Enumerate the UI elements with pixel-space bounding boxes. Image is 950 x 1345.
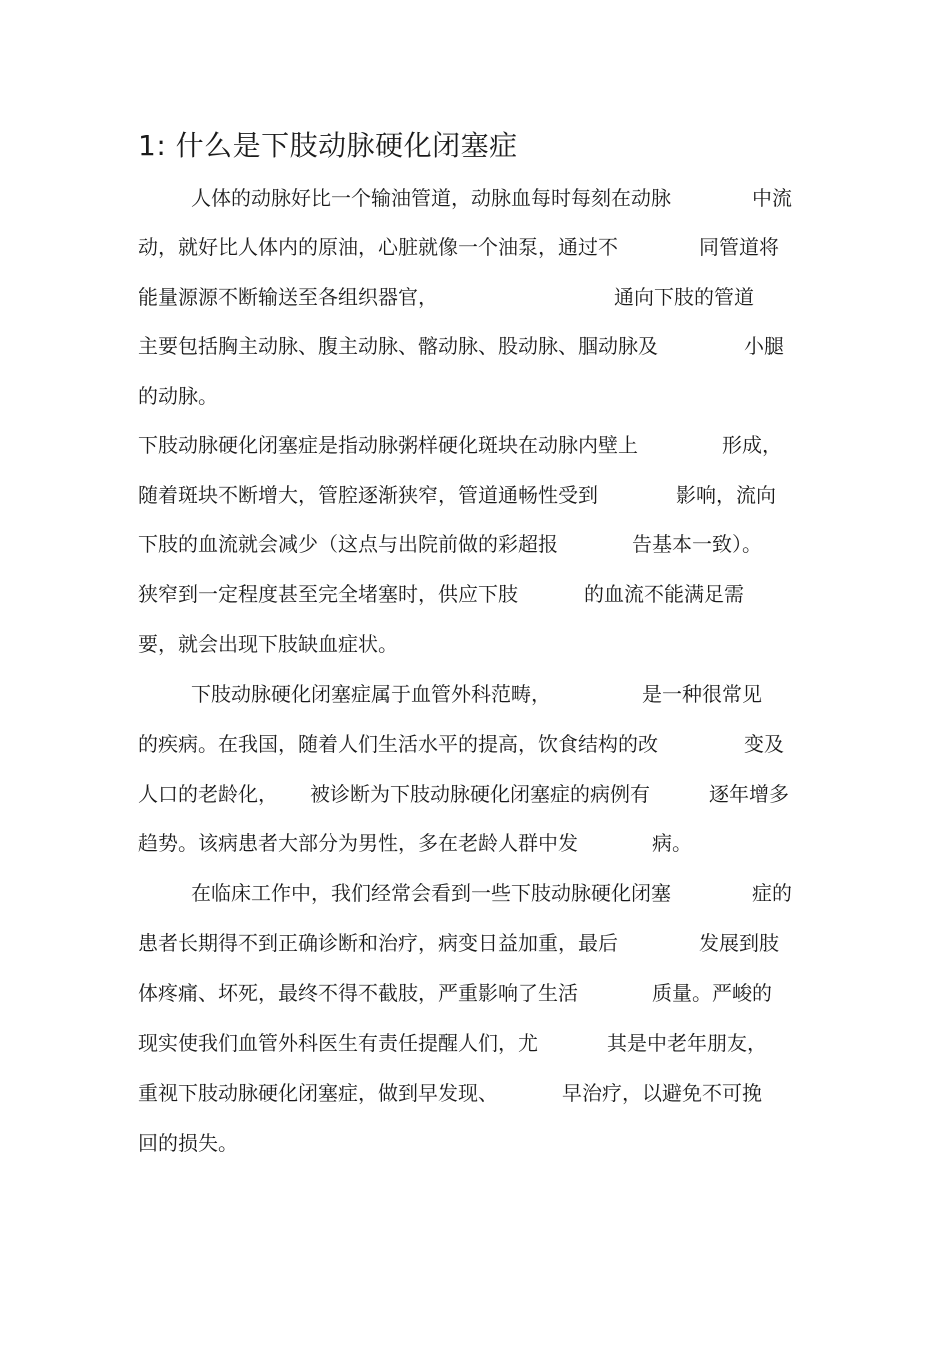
text-segment: 病。 [652,831,692,855]
text-segment: 患者长期得不到正确诊断和治疗，病变日益加重，最后 [138,931,618,955]
text-line [0,381,950,411]
text-line [0,183,950,213]
text-segment: 回的损失。 [138,1131,238,1155]
text-line [0,878,950,908]
text-segment: 的动脉。 [138,384,218,408]
text-segment: 体疼痛、坏死，最终不得不截肢，严重影响了生活 [138,981,578,1005]
text-segment: 其是中老年朋友， [607,1031,767,1055]
text-segment: 中流 [752,186,792,210]
text-line [0,232,950,262]
text-line [0,779,950,809]
text-line [0,1028,950,1058]
text-segment: 形成， [722,433,782,457]
text-segment: 狭窄到一定程度甚至完全堵塞时，供应下肢 [138,582,518,606]
section-title: 1: 什么是下肢动脉硬化闭塞症 [138,129,518,162]
text-segment: 变及 [744,732,784,756]
text-segment: 早治疗，以避免不可挽 [562,1081,762,1105]
text-line [0,331,950,361]
text-segment: 质量。严峻的 [652,981,772,1005]
text-segment: 在临床工作中，我们经常会看到一些下肢动脉硬化闭塞 [191,881,671,905]
text-line [0,579,950,609]
text-line [0,1128,950,1158]
text-line [0,529,950,559]
text-segment: 人体的动脉好比一个输油管道，动脉血每时每刻在动脉 [191,186,671,210]
text-segment: 现实使我们血管外科医生有责任提醒人们，尤 [138,1031,538,1055]
text-segment: 要，就会出现下肢缺血症状。 [138,632,398,656]
text-line [0,928,950,958]
text-line [0,978,950,1008]
text-segment: 的血流不能满足需 [584,582,744,606]
text-segment: 逐年增多 [709,782,789,806]
text-segment: 通向下肢的管道 [614,285,754,309]
text-segment: 主要包括胸主动脉、腹主动脉、髂动脉、股动脉、腘动脉及 [138,334,658,358]
text-segment: 下肢动脉硬化闭塞症是指动脉粥样硬化斑块在动脉内壁上 [138,433,638,457]
text-segment: 症的 [752,881,792,905]
text-segment: 下肢动脉硬化闭塞症属于血管外科范畴， [191,682,551,706]
text-segment: 动，就好比人体内的原油，心脏就像一个油泵，通过不 [138,235,618,259]
text-line [0,679,950,709]
text-segment: 下肢的血流就会减少（这点与出院前做的彩超报 [138,532,558,556]
text-segment: 重视下肢动脉硬化闭塞症，做到早发现、 [138,1081,498,1105]
text-segment: 小腿 [744,334,784,358]
text-line [0,480,950,510]
text-segment: 发展到肢 [699,931,779,955]
text-line [0,629,950,659]
text-segment: 的疾病。在我国，随着人们生活水平的提高，饮食结构的改 [138,732,658,756]
text-segment: 能量源源不断输送至各组织器官， [138,285,438,309]
text-segment: 人口的老龄化， [138,782,278,806]
text-line [0,1078,950,1108]
text-segment: 趋势。该病患者大部分为男性，多在老龄人群中发 [138,831,578,855]
text-segment: 告基本一致）。 [632,532,762,556]
text-segment: 同管道将 [699,235,779,259]
text-segment: 是一种很常见 [642,682,762,706]
text-line [0,828,950,858]
text-segment: 随着斑块不断增大，管腔逐渐狭窄，管道通畅性受到 [138,483,598,507]
text-segment: 被诊断为下肢动脉硬化闭塞症的病例有 [310,782,650,806]
text-line [0,282,950,312]
text-segment: 影响，流向 [676,483,776,507]
text-line [0,729,950,759]
text-line [0,430,950,460]
